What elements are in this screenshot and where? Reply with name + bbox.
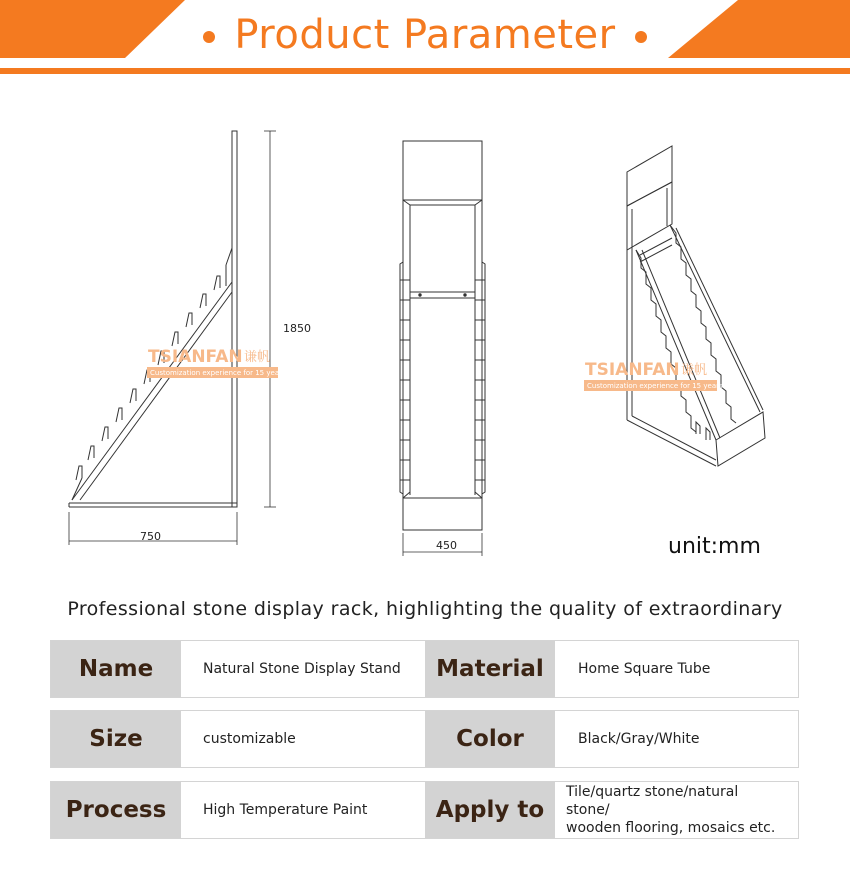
tagline: Professional stone display rack, highlighting the quality of extraordinary [67,598,783,620]
watermark-side [147,347,286,378]
technical-drawings [0,120,850,580]
svg-text:谦帆: 谦帆 [244,350,271,365]
side-view-drawing [69,131,276,545]
svg-text:Customization experience for 1: Customization experience for 15 years [150,369,286,377]
svg-text:Customization experience for 1: Customization experience for 15 years [587,382,723,390]
height-dimension-label: 1850 [283,322,311,335]
side-width-dimension-label: 750 [140,530,161,543]
spec-label: Process [51,782,181,838]
spec-label: Size [51,711,181,767]
svg-text:TSIANFAN: TSIANFAN [585,360,680,380]
spec-row [50,710,799,768]
spec-value: customizable [203,731,296,747]
front-view-drawing [400,141,485,556]
spec-label: Apply to [425,782,555,838]
spec-value: Natural Stone Display Stand [203,661,401,677]
spec-row [50,781,799,839]
page-title: Product Parameter [234,12,616,58]
spec-value: Tile/quartz stone/natural stone/ wooden flooring, mosaics etc. [566,784,776,836]
spec-value: Black/Gray/White [578,731,700,747]
front-width-dimension-label: 450 [436,539,457,552]
spec-value: High Temperature Paint [203,802,368,818]
spec-row [50,640,799,698]
perspective-view-drawing [627,146,765,466]
header-banner [0,0,850,80]
svg-text:TSIANFAN: TSIANFAN [148,347,243,367]
spec-value: Home Square Tube [578,661,711,677]
svg-text:谦帆: 谦帆 [681,363,708,378]
watermark-perspective [584,360,723,391]
spec-label: Name [51,641,181,697]
unit-label: unit:mm [668,534,761,559]
spec-label: Color [425,711,555,767]
spec-label: Material [425,641,555,697]
